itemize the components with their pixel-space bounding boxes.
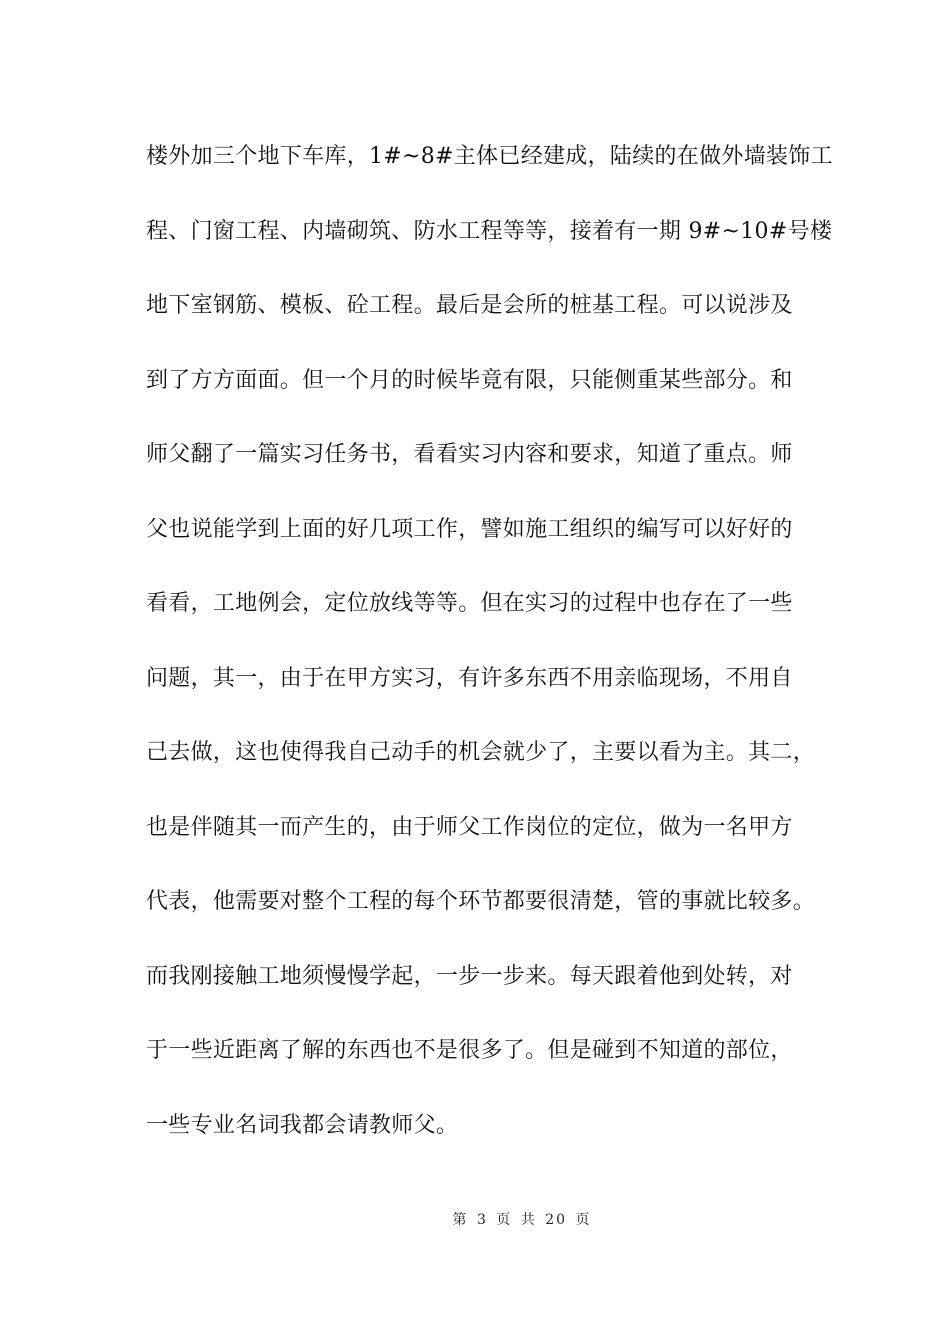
paragraph-line: 父也说能学到上面的好几项工作，譬如施工组织的编写可以好好的: [146, 516, 793, 542]
paragraph-line: 程、门窗工程、内墙砌筑、防水工程等等，接着有一期 9#~10#号楼: [146, 218, 833, 244]
page-number: 第 3 页 共 20 页: [452, 1212, 592, 1228]
paragraph-line: 己去做，这也使得我自己动手的机会就少了，主要以看为主。其二，: [146, 740, 816, 765]
paragraph-line: 一些专业名词我都会请教师父。: [146, 1112, 459, 1138]
paragraph-line: 问题，其一，由于在甲方实习，有许多东西不用亲临现场，不用自: [146, 665, 793, 691]
paragraph-line: 到了方方面面。但一个月的时候毕竟有限，只能侧重某些部分。和: [146, 367, 793, 393]
body-paragraph: [146, 135, 846, 1178]
paragraph-line: 看看，工地例会，定位放线等等。但在实习的过程中也存在了一些: [146, 591, 793, 616]
paragraph-line: 而我刚接触工地须慢慢学起，一步一步来。每天跟着他到处转，对: [146, 963, 793, 989]
paragraph-line: 师父翻了一篇实习任务书，看看实习内容和要求，知道了重点。师: [146, 442, 793, 467]
paragraph-line: 于一些近距离了解的东西也不是很多了。但是碰到不知道的部位，: [146, 1038, 793, 1063]
paragraph-line: 地下室钢筋、模板、砼工程。最后是会所的桩基工程。可以说涉及: [146, 293, 793, 318]
paragraph-line: 代表，他需要对整个工程的每个环节都要很清楚，管的事就比较多。: [146, 889, 816, 914]
paragraph-line: 楼外加三个地下车库，1#~8#主体已经建成，陆续的在做外墙装饰工: [146, 144, 833, 169]
page-footer: [0, 1209, 950, 1229]
paragraph-line: 也是伴随其一而产生的，由于师父工作岗位的定位，做为一名甲方: [146, 814, 793, 840]
